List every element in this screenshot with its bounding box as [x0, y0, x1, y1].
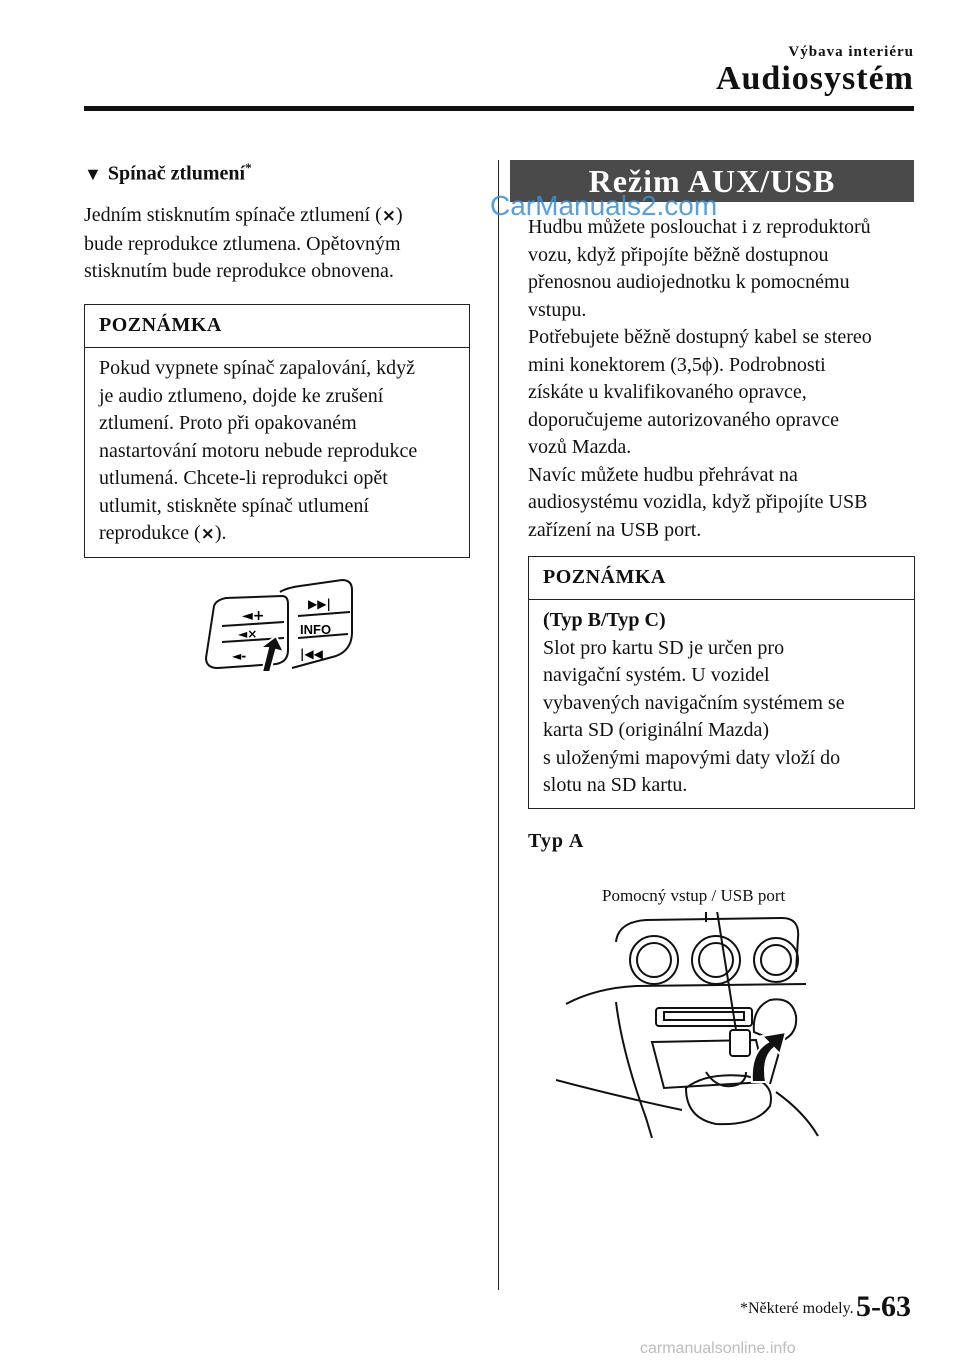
- text-line: stisknutím bude reprodukce obnovena.: [84, 260, 394, 282]
- press-arrow-icon: [260, 636, 284, 672]
- header-rule: [84, 106, 914, 111]
- volume-up-icon: ◄+: [242, 608, 265, 624]
- footer-watermark: carmanualsonline.info: [640, 1340, 796, 1357]
- note-line: karta SD (originální Mazda): [543, 719, 770, 741]
- text-line: Hudbu můžete poslouchat i z reproduktorů: [528, 216, 871, 238]
- note-line: nastartování motoru nebude reprodukce: [99, 439, 418, 462]
- text-line: bude reprodukce ztlumena. Opětovným: [84, 232, 401, 255]
- note-line: ).: [214, 522, 227, 544]
- type-a-label: Typ A: [528, 830, 585, 852]
- text-line: ): [395, 204, 403, 226]
- header-page-title: Audiosystém: [715, 60, 914, 97]
- note-line: utlumená. Chcete-li reprodukci opět: [99, 467, 388, 489]
- aux-usb-paragraph: [528, 214, 918, 544]
- note-line: Slot pro kartu SD je určen pro: [543, 636, 785, 659]
- note-title: POZNÁMKA: [529, 557, 914, 600]
- asterisk-mark: *: [245, 160, 252, 175]
- text-line: vozu, když připojíte běžně dostupnou: [528, 243, 829, 266]
- note-line: je audio ztlumeno, dojde ke zrušení: [99, 384, 384, 407]
- text-line: zařízení na USB port.: [528, 518, 702, 541]
- note-line: navigační systém. U vozidel: [543, 664, 770, 686]
- text-line: doporučujeme autorizovaného opravce: [528, 408, 839, 431]
- text-line: audiosystému vozidla, když připojíte USB: [528, 491, 868, 513]
- text-line: Potřebujete běžně dostupný kabel se stereo: [528, 326, 872, 348]
- watermark-logo: CarManuals2.com: [490, 190, 718, 221]
- volume-down-icon: ◄-: [232, 649, 247, 663]
- text-line: Jedním stisknutím spínače ztlumení (: [84, 204, 382, 226]
- text-line: vstupu.: [528, 298, 587, 321]
- steering-switch-illustration: [196, 576, 356, 676]
- note-title: POZNÁMKA: [85, 305, 469, 348]
- page-number: 5-63: [856, 1290, 911, 1323]
- column-divider: [498, 160, 499, 1290]
- footnote-some-models: *Některé modely.: [740, 1300, 854, 1317]
- aux-usb-port: [730, 1030, 750, 1056]
- info-button-label: INFO: [300, 622, 332, 637]
- note-line: vybavených navigačním systémem se: [543, 691, 845, 714]
- section-heading-mute: [84, 160, 252, 186]
- note-line: ztlumení. Proto při opakovaném: [99, 412, 357, 434]
- section-banner-aux-usb: Režim AUX/USB: [510, 160, 914, 202]
- text-line: získáte u kvalifikovaného opravce,: [528, 381, 807, 403]
- text-line: Navíc můžete hudbu přehrávat na: [528, 463, 798, 486]
- text-line: mini konektorem (3,5ϕ). Podrobnosti: [528, 353, 826, 376]
- note-line: s uloženými mapovými daty vloží do: [543, 746, 841, 769]
- header-section-title: Výbava interiéru: [788, 44, 914, 60]
- mute-paragraph: [84, 202, 464, 286]
- prev-track-icon: |◀◀: [300, 647, 323, 661]
- note-line: slotu na SD kartu.: [543, 774, 688, 796]
- note-line: Pokud vypnete spínač zapalování, když: [99, 357, 416, 379]
- console-aux-usb-illustration: [556, 912, 826, 1152]
- aux-usb-callout-label: Pomocný vstup / USB port: [602, 886, 786, 905]
- mute-switch-icon: ⨯: [381, 206, 396, 226]
- text-line: vozů Mazda.: [528, 436, 632, 458]
- note-line: reprodukce (: [99, 522, 201, 544]
- insert-arrow-icon: [752, 1032, 786, 1082]
- mute-button-icon: ◄×: [238, 627, 258, 641]
- section-heading-text: Spínač ztlumení: [107, 162, 246, 185]
- note-body: [529, 600, 914, 808]
- next-track-icon: ▶▶|: [308, 597, 331, 611]
- mute-switch-icon: ⨯: [200, 524, 215, 544]
- triangle-marker-icon: ▼: [84, 163, 102, 184]
- note-line: utlumit, stiskněte spínač utlumení: [99, 494, 369, 517]
- note-body: [85, 348, 469, 557]
- note-box-sd-card: [528, 556, 915, 809]
- text-line: přenosnou audiojednotku k pomocnému: [528, 271, 850, 293]
- note-subtitle: (Typ B/Typ C): [543, 609, 666, 631]
- note-box-mute: [84, 304, 470, 558]
